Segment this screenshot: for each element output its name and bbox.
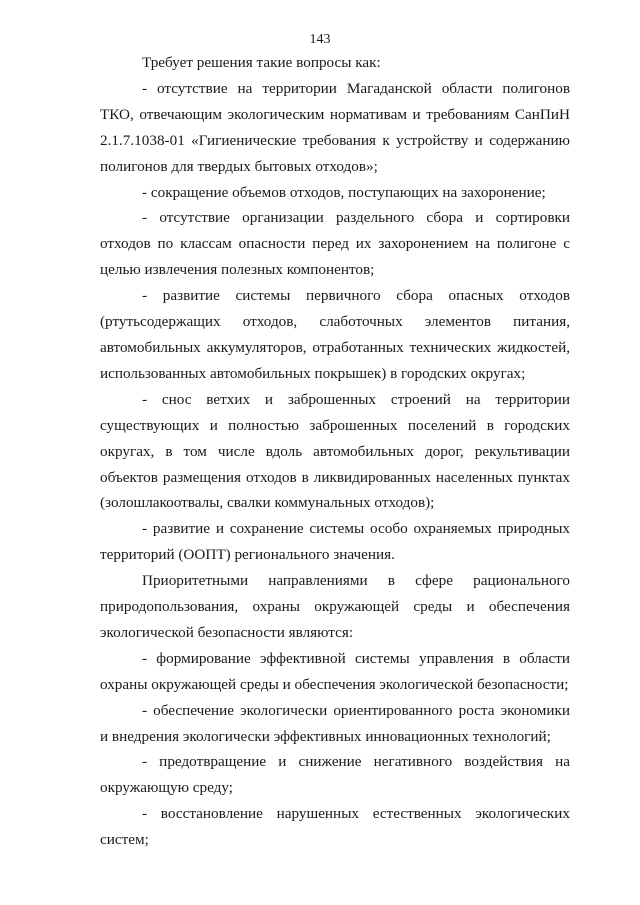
paragraph-priorities: Приоритетными направлениями в сфере рационального природопользования, охраны окружающей среды и обеспечения экологической безопасности являются: (100, 572, 570, 641)
paragraph-impact-prevention: - предотвращение и снижение негативного воздействия на окружающую среду; (100, 753, 570, 797)
paragraph-protected-areas: - развитие и сохранение системы особо охраняемых природных территорий (ООПТ) регионального значения. (100, 520, 570, 564)
paragraph-ecosystem-restoration: - восстановление нарушенных естественных экологических систем; (100, 805, 570, 849)
document-body (100, 50, 570, 853)
page-number: 143 (309, 32, 331, 47)
paragraph-management-system: - формирование эффективной системы управления в области охраны окружающей среды и обеспечения экологической безопасности; (100, 649, 570, 693)
paragraph-landfills: - отсутствие на территории Магаданской области полигонов ТКО, отвечающим экологическим нормативам и требованиям СанПиН 2.1.7.1038-01 «Гигиенические требования к устройству и содержанию полигонов для твердых бытовых отходов»; (100, 79, 570, 175)
paragraph-hazardous-waste: - развитие системы первичного сбора опасных отходов (ртутьсодержащих отходов, слаботочных элементов питания, автомобильных аккумуляторов, отработанных технических жидкостей, использованных автомобильных покрышек) в городских округах; (100, 287, 570, 382)
paragraph-waste-reduction: - сокращение объемов отходов, поступающих на захоронение; (142, 183, 546, 201)
paragraph-separate-collection: - отсутствие организации раздельного сбора и сортировки отходов по классам опасности перед их захоронением на полигоне с целью извлечения полезных компонентов; (100, 209, 570, 279)
paragraph-demolition: - снос ветхих и заброшенных строений на территории существующих и полностью заброшенных поселений в городских округах, в том числе вдоль автомобильных дорог, рекультивации объектов размещения отходов в ликвидированных населенных пунктах (золошлакоотвалы, свалки коммунальных отходов); (100, 390, 570, 512)
paragraph-economic-growth: - обеспечение экологически ориентированного роста экономики и внедрения экологически эффективных инновационных технологий; (100, 701, 570, 745)
paragraph-intro: Требует решения такие вопросы как: (142, 54, 381, 71)
